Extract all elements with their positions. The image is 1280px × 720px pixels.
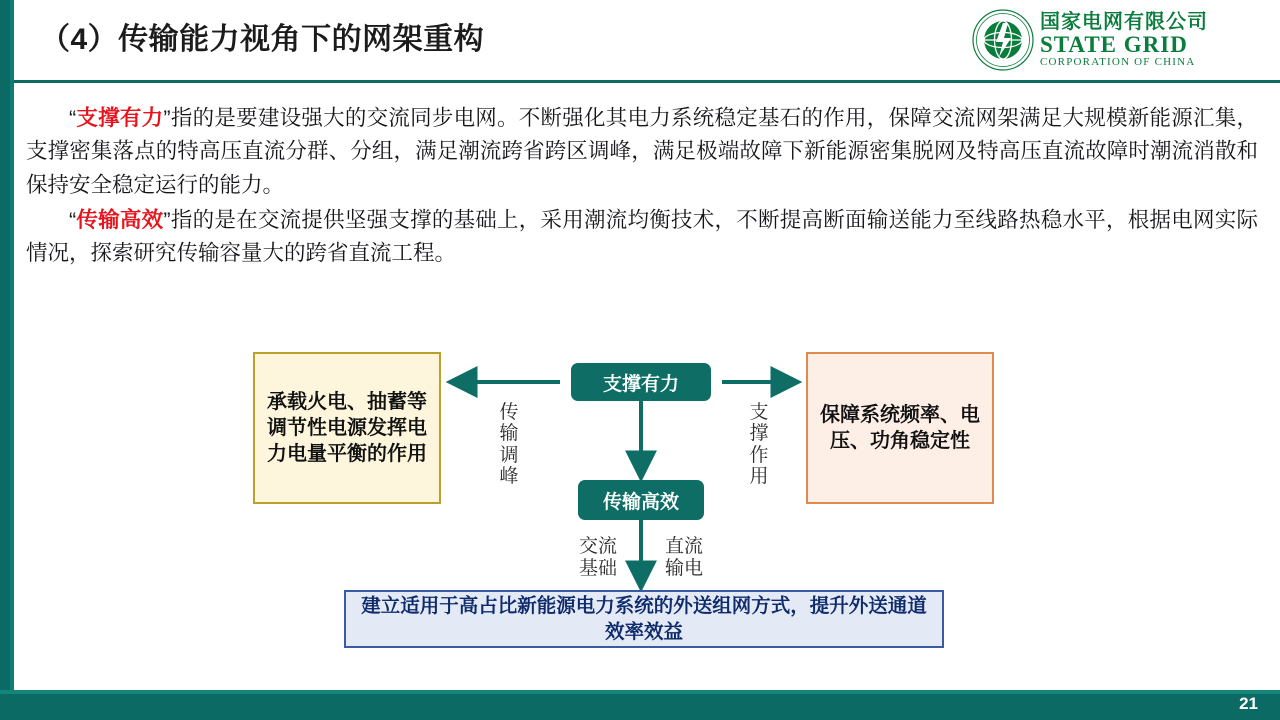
footer-accent [0, 690, 1280, 694]
label-ac-basis: 交流基础 [578, 536, 617, 579]
logo-company-en: STATE GRID [1040, 31, 1188, 57]
diagram-box-right: 保障系统频率、电压、功角稳定性 [806, 352, 994, 504]
concept-diagram [0, 340, 1280, 670]
logo-company-en-sub: CORPORATION OF CHINA [1040, 55, 1196, 68]
header-divider [14, 80, 1280, 83]
company-logo [972, 6, 1272, 74]
page-title: （4）传输能力视角下的网架重构 [40, 23, 485, 56]
paragraph-1-text: 指的是要建设强大的交流同步电网。不断强化其电力系统稳定基石的作用，保障交流网架满足大规模新能源汇集，支撑密集落点的特高压直流分群、分组，满足潮流跨省跨区调峰，满足极端故障下新能源密集脱网及特高压直流故障时潮流消散和保持安全稳定运行的能力。 [26, 106, 1258, 197]
quote-close-2: ” [163, 207, 171, 232]
keyword-zhicheng-youli: 支撑有力 [76, 106, 164, 130]
paragraph-2 [26, 204, 1258, 271]
keyword-chuanshu-gaoxiao: 传输高效 [76, 207, 164, 232]
diagram-box-bottom: 建立适用于高占比新能源电力系统的外送组网方式，提升外送通道效率效益 [344, 590, 944, 648]
logo-text-block [1040, 12, 1208, 69]
quote-close-1: ” [163, 106, 171, 130]
diagram-box-left: 承载火电、抽蓄等调节性电源发挥电力电量平衡的作用 [253, 352, 441, 504]
diagram-pill-efficient: 传输高效 [578, 480, 704, 520]
page-number: 21 [1239, 694, 1258, 713]
paragraph-1 [26, 102, 1258, 202]
slide-header [14, 0, 1280, 82]
diagram-pill-support: 支撑有力 [571, 363, 711, 401]
label-support-effect: 支撑作用 [749, 402, 769, 487]
body-content [26, 102, 1258, 273]
quote-open-1: “ [69, 106, 77, 130]
paragraph-2-text: 指的是在交流提供坚强支撑的基础上，采用潮流均衡技术，不断提高断面输送能力至线路热稳水平，根据电网实际情况，探索研究传输容量大的跨省直流工程。 [26, 207, 1258, 266]
quote-open-2: “ [69, 207, 77, 232]
state-grid-globe-icon [972, 9, 1034, 71]
label-dc-transmission: 直流输电 [664, 536, 703, 579]
footer-bar [0, 690, 1280, 720]
logo-company-cn: 国家电网有限公司 [1040, 10, 1208, 33]
label-transmission-peak: 传输调峰 [499, 402, 519, 487]
